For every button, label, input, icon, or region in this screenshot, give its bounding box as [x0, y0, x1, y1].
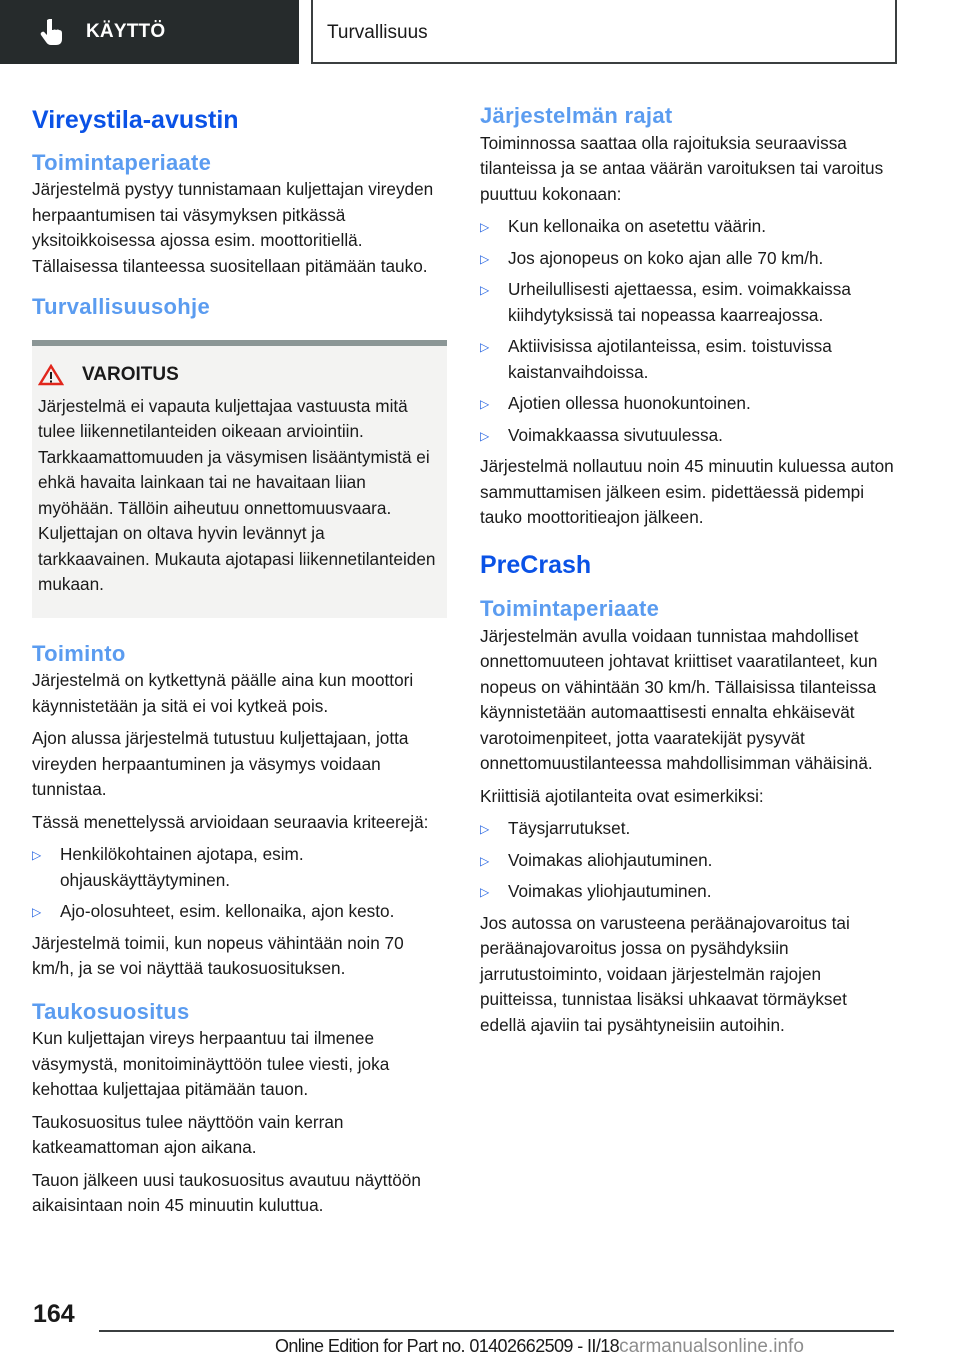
triangle-bullet-icon: ▷ [32, 905, 42, 920]
triangle-bullet-icon: ▷ [480, 885, 490, 900]
warning-box [32, 340, 447, 618]
warning-label: VAROITUS [82, 363, 179, 385]
list-item: ▷ Voimakkaassa sivutuulessa. [480, 423, 895, 449]
list-item: ▷ Jos ajonopeus on koko ajan alle 70 km/h. [480, 246, 895, 272]
function-heading: Toiminto [32, 640, 126, 666]
precrash-p1: Järjestelmän avulla voidaan tunnistaa mahdolliset onnettomuuteen johtavat kriittiset vaaratilanteet, kun nopeus on vähintään 30 km/h. Tällaisissa tilanteissa käynnistetään automaattisesti ennalta ehkäisevät varotoimenpiteet, jotta vaaratekijät pysyvät onnettomuustilanteessa mahdollisimman vähäisinä. [480, 625, 878, 774]
limits-intro: Toiminnossa saattaa olla rajoituksia seuraavissa tilanteissa ja se antaa väärän varoituksen tai varoitus puuttuu kokonaan: [480, 132, 884, 204]
principle-heading: Toimintaperiaate [32, 149, 212, 175]
triangle-bullet-icon: ▷ [480, 220, 490, 235]
limits-list [480, 214, 895, 448]
warning-triangle-icon [38, 364, 64, 386]
page-number: 164 [33, 1300, 75, 1328]
limits-outro: Järjestelmä nollautuu noin 45 minuutin kuluessa auton sammuttamisen jälkeen esim. pidettäessä pidempi tauko moottoritieajon jälkeen. [480, 456, 894, 528]
footer-edition [275, 1336, 804, 1358]
triangle-bullet-icon: ▷ [480, 822, 490, 837]
section-tab [0, 0, 299, 64]
triangle-bullet-icon: ▷ [480, 428, 490, 443]
list-item: ▷ Ajo-olosuhteet, esim. kellonaika, ajon kesto. [32, 899, 447, 925]
chapter-title-box [311, 0, 897, 64]
list-item: ▷ Urheilullisesti ajettaessa, esim. voimakkaissa kiihdytyksissä tai nopeassa kaarreajossa. [480, 279, 851, 325]
triangle-bullet-icon: ▷ [32, 848, 42, 863]
footer-divider [99, 1330, 894, 1332]
triangle-bullet-icon: ▷ [480, 251, 490, 266]
hand-pointer-icon [40, 18, 64, 46]
list-item: ▷ Henkilökohtainen ajotapa, esim. ohjauskäyttäytyminen. [32, 844, 304, 890]
triangle-bullet-icon: ▷ [480, 283, 490, 298]
section-tab-label: KÄYTTÖ [86, 21, 166, 42]
precrash-title: PreCrash [480, 550, 592, 579]
list-item: ▷ Kun kellonaika on asetettu väärin. [480, 214, 895, 240]
precrash-p2: Kriittisiä ajotilanteita ovat esimerkiksi: [480, 785, 764, 806]
watermark: carmanualsonline.info [619, 1336, 804, 1357]
triangle-bullet-icon: ▷ [480, 340, 490, 355]
right-column [480, 96, 895, 1045]
break-p3: Tauon jälkeen uusi taukosuositus avautuu näyttöön aikaisintaan noin 45 minuutin kuluttua. [32, 1169, 421, 1216]
function-p2: Ajon alussa järjestelmä tutustuu kuljettajaan, jotta vireyden herpaantuminen ja väsymys voidaan tunnistaa. [32, 728, 409, 800]
list-item: ▷ Voimakas aliohjautuminen. [480, 848, 895, 874]
criteria-list [32, 842, 447, 925]
precrash-heading: Toimintaperiaate [480, 596, 660, 622]
principle-text: Järjestelmä pystyy tunnistamaan kuljettajan vireyden herpaantumisen tai väsymyksen pitkässä yksitoikkoisessa ajossa esim. moottoritiellä. Tällaisessa tilanteessa suositellaan pitämään tauko. [32, 179, 434, 276]
break-p1: Kun kuljettajan vireys herpaantuu tai ilmenee väsymystä, monitoiminäyttöön tulee viesti, joka kehottaa kuljettajaa pitämään tauon. [32, 1028, 390, 1100]
chapter-title: Turvallisuus [327, 22, 428, 43]
list-item: ▷ Ajotien ollessa huonokuntoinen. [480, 391, 895, 417]
safety-heading: Turvallisuusohje [32, 294, 210, 320]
left-column [32, 96, 447, 1226]
break-heading: Taukosuositus [32, 998, 190, 1024]
edition-text: Online Edition for Part no. 01402662509 - II/18 [275, 1336, 620, 1356]
list-item: ▷ Aktiivisissa ajotilanteissa, esim. toistuvissa kaistanvaihdoissa. [480, 336, 832, 382]
triangle-bullet-icon: ▷ [480, 853, 490, 868]
list-item: ▷ Täysjarrutukset. [480, 816, 895, 842]
function-p1: Järjestelmä on kytkettynä päälle aina kun moottori käynnistetään ja sitä ei voi kytkeä pois. [32, 670, 414, 716]
function-p3: Tässä menettelyssä arvioidaan seuraavia kriteerejä: [32, 811, 429, 832]
section-title: Vireystila-avustin [32, 106, 239, 134]
list-item: ▷ Voimakas yliohjautuminen. [480, 879, 895, 905]
critical-situations-list [480, 816, 895, 905]
precrash-p3: Jos autossa on varusteena peräänajovaroitus tai peräänajovaroitus jossa on pysähdyksiin jarrutustoiminto, voidaan järjestelmän rajojen puitteissa, tunnistaa lisäksi uhkaavat törmäykset edellä ajaviin tai pysähtyneisiin autoihin. [480, 912, 850, 1035]
warning-text: Järjestelmä ei vapauta kuljettajaa vastuusta mitä tulee liikennetilanteiden oikeaan arviointiin. Tarkkaamattomuuden ja väsymisen lisääntymistä ei ehkä havaita lainkaan tai ne havaitaan liian myöhään. Tällöin aiheutuu onnettomuusvaara. Kuljettajan on oltava hyvin levännyt ja tarkkaavainen. Mukauta ajotapasi liikennetilanteiden mukaan. [38, 395, 436, 595]
function-p4: Järjestelmä toimii, kun nopeus vähintään noin 70 km/h, ja se voi näyttää taukosuosituksen. [32, 932, 404, 979]
limits-heading: Järjestelmän rajat [480, 103, 673, 128]
break-p2: Taukosuositus tulee näyttöön vain kerran katkeamattoman ajon aikana. [32, 1111, 344, 1158]
triangle-bullet-icon: ▷ [480, 397, 490, 412]
